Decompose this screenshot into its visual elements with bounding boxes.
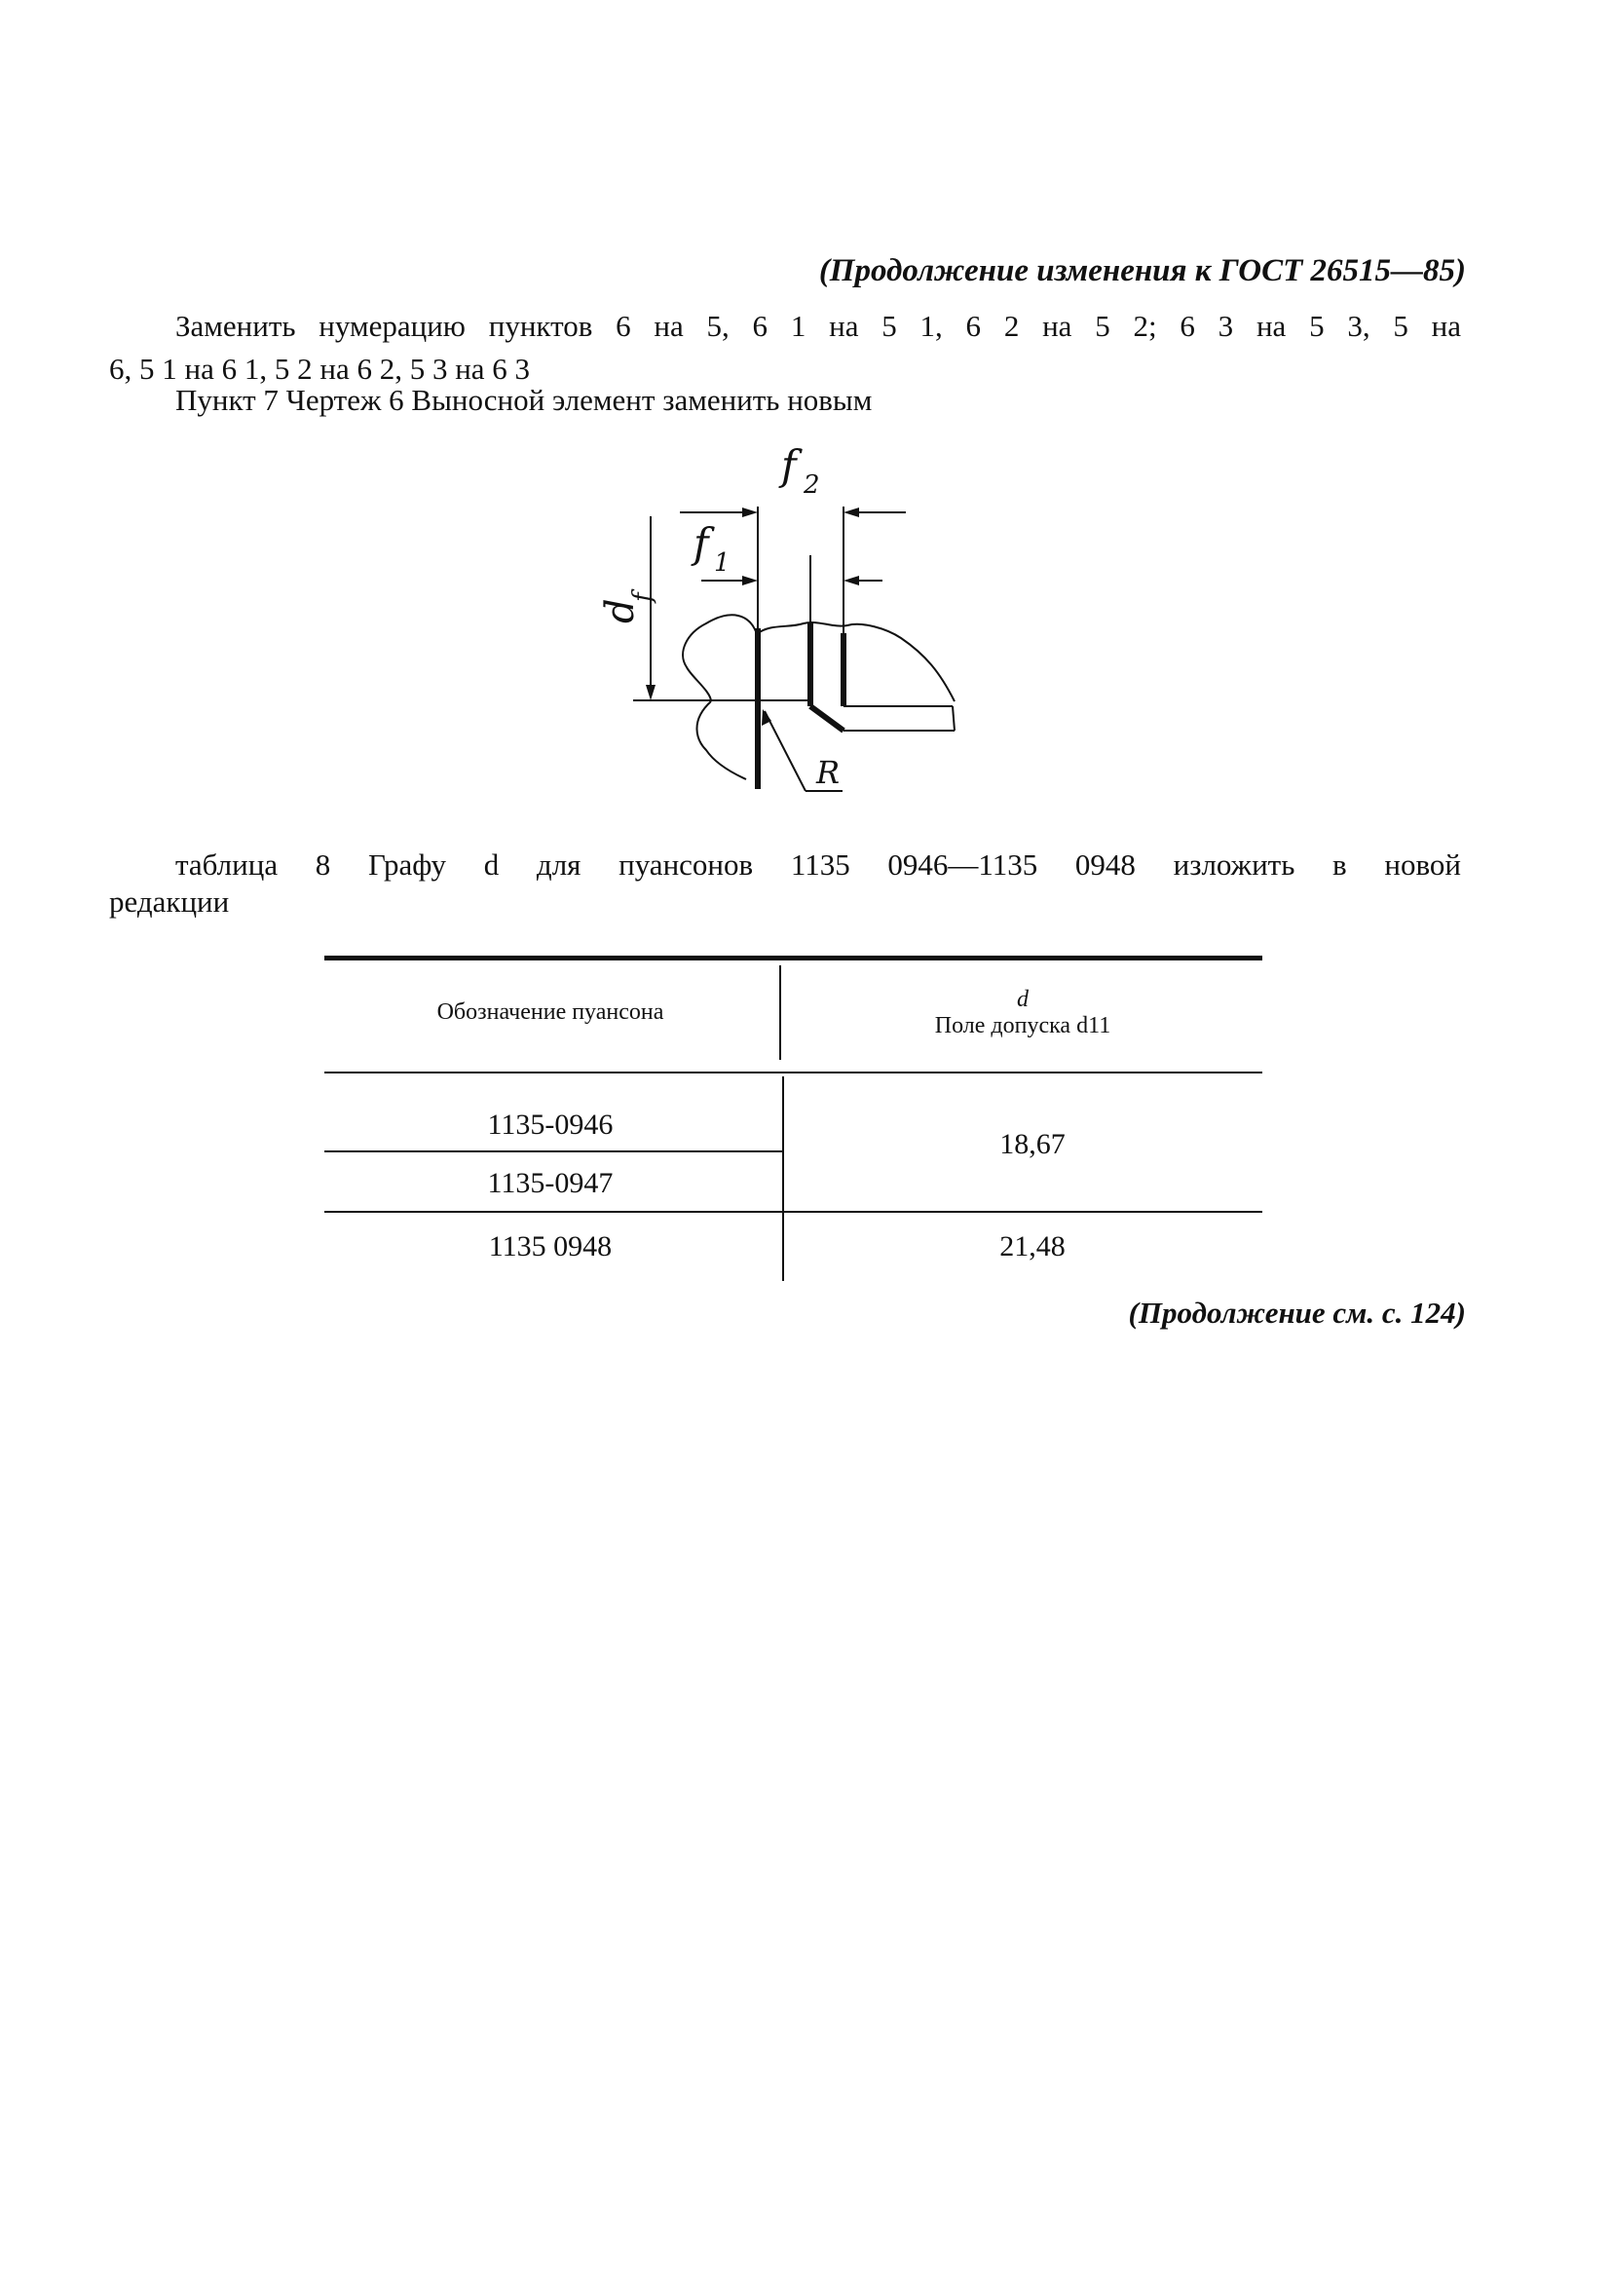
table-header-rule xyxy=(324,1072,1262,1073)
detail-break-outline-top xyxy=(757,622,955,701)
paragraph-table8-cont: редакции xyxy=(109,885,230,919)
dim-sub-f1: 1 xyxy=(714,548,731,578)
table-cell-designation: 1135-0946 xyxy=(487,1109,614,1141)
table-cell-d-value: 18,67 xyxy=(999,1128,1066,1160)
detail-drawing xyxy=(565,429,1013,818)
table-col-header-tolerance: Поле допуска d11 xyxy=(934,1013,1111,1038)
table-row-rule-1 xyxy=(324,1150,782,1152)
dim-label-f2: f xyxy=(781,441,797,489)
table-cell-designation: 1135-0947 xyxy=(487,1167,614,1199)
header-continuation: (Продолжение изменения к ГОСТ 26515—85) xyxy=(818,253,1466,288)
dim-label-f1: f xyxy=(694,519,709,567)
paragraph-table8: таблица 8 Графу d для пуансонов 1135 0946—1135 0948 изложить в новой xyxy=(175,847,1461,882)
dim-sub-df: f xyxy=(628,592,657,602)
detail-break-outline-left xyxy=(696,701,746,779)
table-cell-designation: 1135 0948 xyxy=(488,1230,613,1262)
dim-label-df: d xyxy=(598,598,643,623)
table-row-rule-2 xyxy=(324,1211,1262,1213)
dim-label-r: R xyxy=(816,754,841,791)
table-col-header-designation: Обозначение пуансона xyxy=(436,999,664,1025)
paragraph-renumbering-line1: Заменить нумерацию пунктов 6 на 5, 6 1 на 5 1, 6 2 на 5 2; 6 3 на 5 3, 5 на xyxy=(175,309,1461,343)
detail-break-outline xyxy=(683,615,757,701)
dim-sub-f2: 2 xyxy=(804,470,820,500)
table-cell-d-value: 21,48 xyxy=(999,1230,1066,1262)
paragraph-renumbering-line2: 6, 5 1 на 6 1, 5 2 на 6 2, 5 3 на 6 3 xyxy=(109,352,531,386)
table-col-header-d-symbol: d xyxy=(1017,987,1029,1012)
paragraph-drawing-replace: Пункт 7 Чертеж 6 Выносной элемент заменить новым xyxy=(175,383,873,417)
footer-continuation: (Продолжение см. с. 124) xyxy=(1128,1296,1466,1330)
table-top-rule xyxy=(324,956,1262,960)
table-col-divider-body xyxy=(782,1076,784,1281)
